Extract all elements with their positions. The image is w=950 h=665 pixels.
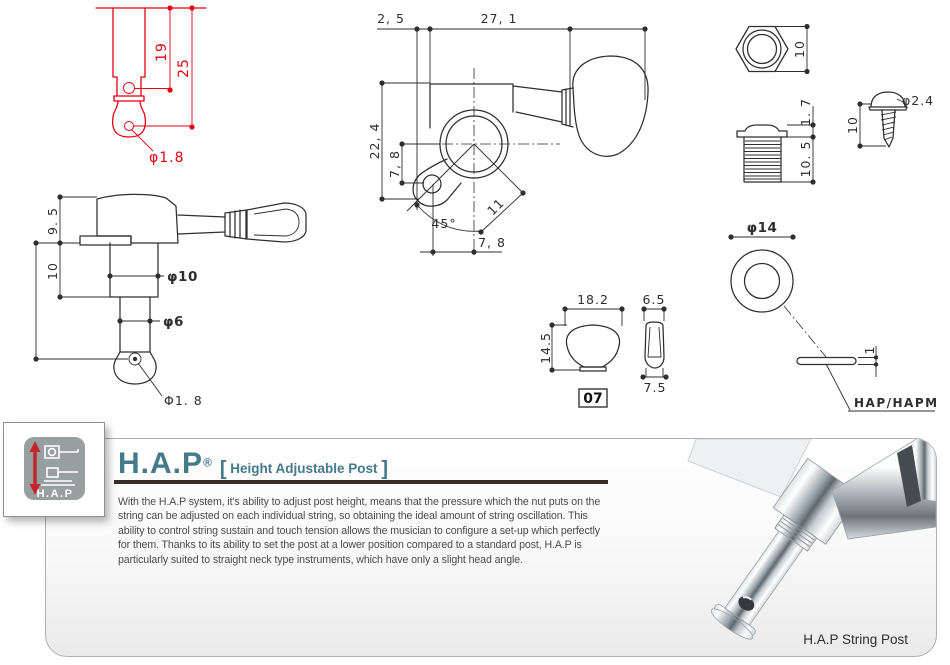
dim-label-11: 11 [484,195,508,219]
dim-label-14-5: 14.5 [538,332,553,364]
dim-label-27-1: 27, 1 [480,11,518,26]
washer-part-label: HAP/HAPM [854,396,939,410]
bushing-drawing [737,98,816,185]
hap-string-post-photo [636,439,936,656]
button-drawing [538,292,669,407]
hap-title-row [118,447,388,481]
dim-label-d10: φ10 [167,269,198,285]
hap-info-panel [45,438,937,657]
dim-label-10-side: 10 [45,262,60,280]
dim-label-screw-10: 10 [845,116,860,134]
bracket-open: [ [219,458,227,480]
dim-label-7-5: 7.5 [643,380,667,395]
dim-label-d2-4: φ2.4 [902,93,935,108]
hex-nut-drawing [736,24,810,74]
icon-label: H.A.P [36,488,74,500]
dim-label-washer-1: 1 [862,345,877,355]
dim-label-nut-10: 10 [792,40,807,58]
dim-label-18-2: 18.2 [577,292,609,307]
photo-caption: H.A.P String Post [803,632,908,647]
dim-label-25: 25 [176,58,192,78]
registered-mark: ® [203,455,212,470]
dim-label-7-8-bottom: 7, 8 [478,235,506,250]
bracket-close: ] [381,458,388,480]
washer-drawing [728,220,938,411]
dim-label-22-4: 22, 4 [367,122,382,160]
dim-label-10-5: 10. 5 [798,140,813,178]
dim-label-1-7: 1. 7 [798,98,813,126]
dim-label-d1-8-red: φ1.8 [149,150,185,166]
red-post-height-drawing [96,5,206,166]
dim-label-9-5: 9. 5 [45,207,60,235]
dim-label-d6: φ6 [163,314,184,330]
dim-label-d1-8-side: Φ1. 8 [164,393,203,408]
dim-label-19: 19 [154,42,170,62]
rear-view-drawing [367,11,648,257]
screw-drawing [845,92,934,149]
dim-label-45: 45° [431,216,457,231]
side-view-drawing [33,194,306,408]
dim-label-2-5: 2, 5 [377,11,405,26]
dim-label-d14: φ14 [746,220,778,236]
hap-icon-box [3,422,105,517]
hap-title: H.A.P [118,447,204,480]
dim-label-6-5: 6.5 [642,292,666,307]
dim-label-7-8-left: 7, 8 [387,150,402,178]
hap-subtitle: Height Adjustable Post [230,461,378,476]
button-code: 07 [583,391,603,407]
title-underline-rule [114,480,608,484]
hap-description: With the H.A.P system, it's ability to adjust post height, means that the pressure which the nut puts on the string can be adjusted on each individual string, so obtaining the ideal amount of string oscillation. This ability to control string sustain and touch tension allows the musician to configure a set-up which perfectly for them. Thanks to its ability to set the post at a lower position compared to a standard post, H.A.P is particularly suited to straight neck type instruments, which have only a slight head angle. [118,496,601,566]
